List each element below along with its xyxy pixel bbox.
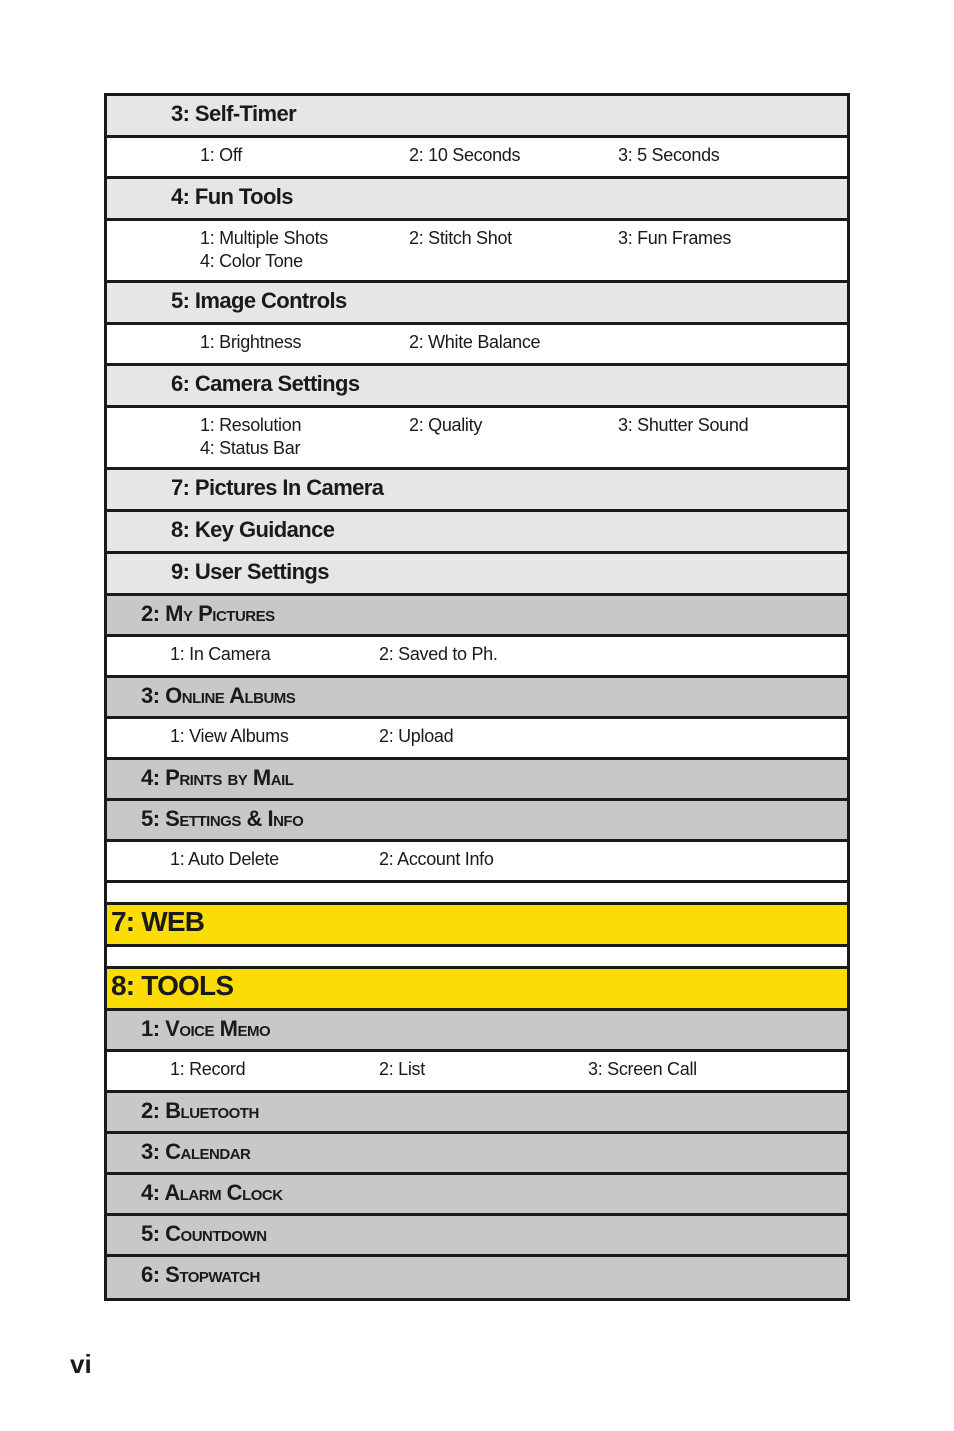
menu-option: 4: Status Bar: [200, 438, 301, 458]
menu-options-row: [107, 221, 847, 283]
menu-options-row: [107, 637, 847, 678]
menu-option: 2: Quality: [409, 415, 483, 435]
menu-heading-label: 8: TOOLS: [111, 970, 234, 1001]
menu-heading-label: 4: Fun Tools: [171, 184, 293, 209]
menu-option: 1: View Albums: [170, 726, 289, 746]
menu-option: 2: Saved to Ph.: [379, 644, 498, 664]
menu-heading-3-calendar: [107, 1134, 847, 1175]
menu-heading-label: 5: Image Controls: [171, 288, 347, 313]
menu-heading-5-image-controls: [107, 283, 847, 325]
menu-heading-8-key-guidance: [107, 512, 847, 554]
spacer-row: [107, 883, 847, 905]
menu-option: 2: Account Info: [379, 849, 494, 869]
menu-heading-2-my-pictures: [107, 596, 847, 637]
menu-heading-4-prints-by-mail: [107, 760, 847, 801]
menu-heading-label: 5: Settings & Info: [141, 806, 304, 831]
menu-heading-5-countdown: [107, 1216, 847, 1257]
menu-heading-label: 3: Online Albums: [141, 683, 296, 708]
menu-heading-label: 3: Self-Timer: [171, 101, 297, 126]
menu-option: 4: Color Tone: [200, 251, 303, 271]
menu-heading-6-stopwatch: [107, 1257, 847, 1298]
menu-option: 2: List: [379, 1059, 425, 1079]
menu-heading-label: 4: Alarm Clock: [141, 1180, 283, 1205]
menu-heading-1-voice-memo: [107, 1011, 847, 1052]
menu-heading-7-web: [107, 905, 847, 947]
menu-options-row: [107, 842, 847, 883]
menu-heading-label: 5: Countdown: [141, 1221, 267, 1246]
menu-option: 1: Resolution: [200, 415, 302, 435]
menu-heading-label: 4: Prints by Mail: [141, 765, 294, 790]
menu-heading-label: 2: Bluetooth: [141, 1098, 259, 1123]
menu-heading-label: 3: Calendar: [141, 1139, 251, 1164]
menu-options-row: [107, 325, 847, 366]
menu-option: 3: Screen Call: [588, 1059, 697, 1079]
menu-option: 1: Off: [200, 145, 242, 165]
menu-heading-label: 7: Pictures In Camera: [171, 475, 384, 500]
menu-heading-7-pictures-in-camera: [107, 470, 847, 512]
menu-heading-2-bluetooth: [107, 1093, 847, 1134]
menu-options-row: [107, 719, 847, 760]
menu-heading-3-online-albums: [107, 678, 847, 719]
menu-table: [104, 93, 850, 1301]
menu-option: 2: 10 Seconds: [409, 145, 521, 165]
menu-heading-8-tools: [107, 969, 847, 1011]
menu-option: 1: Brightness: [200, 332, 302, 352]
menu-heading-label: 7: WEB: [111, 906, 205, 937]
menu-option: 2: Stitch Shot: [409, 228, 512, 248]
menu-option: 2: White Balance: [409, 332, 541, 352]
menu-heading-9-user-settings: [107, 554, 847, 596]
menu-options-row: [107, 408, 847, 470]
menu-heading-label: 9: User Settings: [171, 559, 329, 584]
menu-heading-5-settings-and-info: [107, 801, 847, 842]
menu-heading-3-self-timer: [107, 96, 847, 138]
page-number: vi: [70, 1349, 92, 1379]
menu-heading-label: 6: Camera Settings: [171, 371, 360, 396]
menu-options-row: [107, 1052, 847, 1093]
menu-heading-6-camera-settings: [107, 366, 847, 408]
menu-options-row: [107, 138, 847, 179]
menu-option: 1: In Camera: [170, 644, 271, 664]
menu-heading-4-alarm-clock: [107, 1175, 847, 1216]
menu-heading-label: 1: Voice Memo: [141, 1016, 271, 1041]
menu-option: 3: Fun Frames: [618, 228, 732, 248]
menu-option: 1: Multiple Shots: [200, 228, 328, 248]
spacer-row: [107, 947, 847, 969]
menu-heading-label: 6: Stopwatch: [141, 1262, 260, 1287]
menu-heading-4-fun-tools: [107, 179, 847, 221]
menu-option: 1: Record: [170, 1059, 246, 1079]
menu-option: 3: Shutter Sound: [618, 415, 749, 435]
menu-option: 3: 5 Seconds: [618, 145, 720, 165]
menu-option: 2: Upload: [379, 726, 454, 746]
menu-option: 1: Auto Delete: [170, 849, 279, 869]
menu-heading-label: 8: Key Guidance: [171, 517, 335, 542]
menu-heading-label: 2: My Pictures: [141, 601, 275, 626]
